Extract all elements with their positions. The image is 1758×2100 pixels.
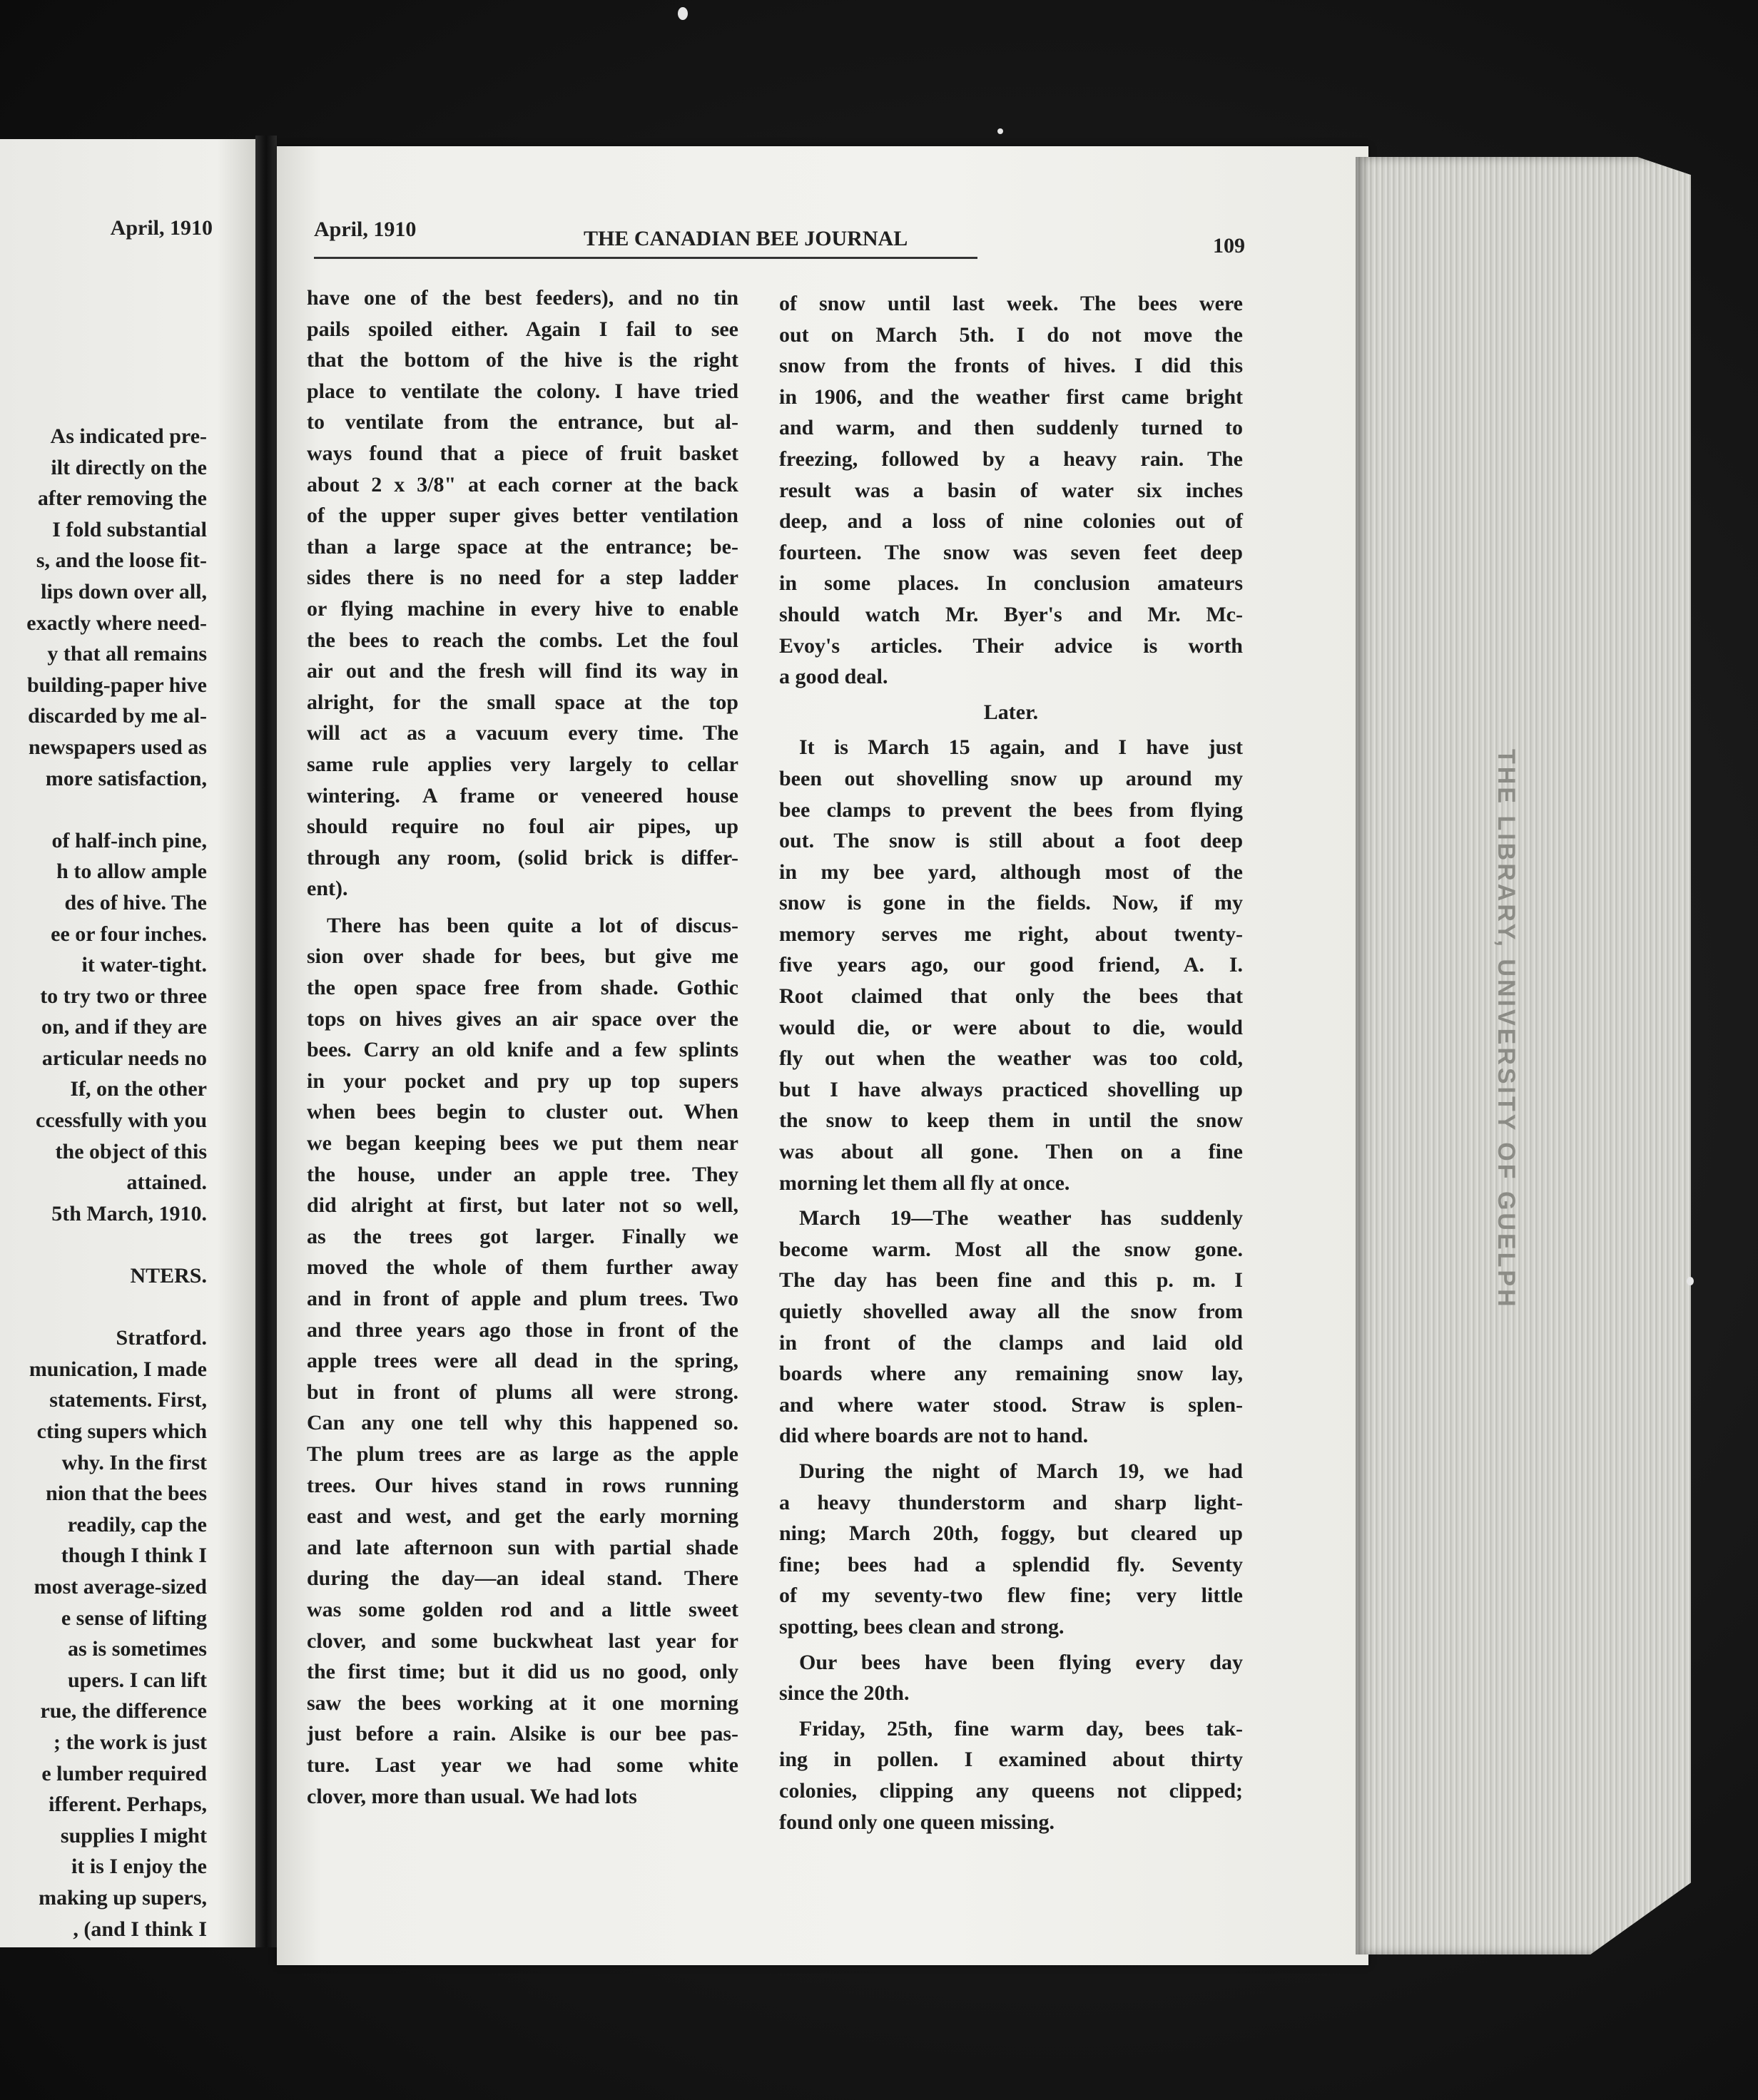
article-line: pails spoiled either. Again I fail to see (307, 317, 738, 341)
article-line: spotting, bees clean and strong. (779, 1614, 1065, 1638)
left-page-line: statements. First, (49, 1388, 207, 1412)
left-page-line: As indicated pre- (50, 424, 207, 448)
left-page-line: newspapers used as (28, 735, 207, 759)
left-page-line: exactly where need- (26, 611, 207, 635)
article-line: trees. Our hives stand in rows running (307, 1473, 738, 1497)
left-page-line: munication, I made (29, 1357, 207, 1381)
left-page-line: y that all remains (47, 642, 207, 666)
article-line: of my seventy-two flew fine; very little (779, 1584, 1243, 1608)
left-page-line: ; the work is just (54, 1730, 207, 1754)
article-line: the bees to reach the combs. Let the foul (307, 628, 738, 652)
article-line: result was a basin of water six inches (779, 478, 1243, 502)
article-line: bee clamps to prevent the bees from flying (779, 797, 1243, 822)
article-line: March 19—The weather has suddenly (799, 1206, 1243, 1230)
article-line: but in front of plums all were strong. (307, 1380, 738, 1404)
left-page-line: to try two or three (40, 984, 207, 1008)
article-line: during the day—an ideal stand. There (307, 1566, 738, 1591)
left-page-line: h to allow ample (56, 860, 207, 884)
left-page-line: NTERS. (130, 1264, 207, 1288)
article-line: quietly shovelled away all the snow from (779, 1300, 1243, 1323)
left-page (0, 139, 255, 1947)
article-line: the first time; but it did us no good, only (307, 1660, 738, 1684)
article-line: ture. Last year we had some white (307, 1753, 738, 1777)
article-line: just before a rain. Alsike is our bee pas- (307, 1722, 738, 1746)
article-line: fourteen. The snow was seven feet deep (779, 540, 1243, 564)
article-line: boards where any remaining snow lay, (779, 1362, 1243, 1386)
article-line: found only one queen missing. (779, 1810, 1055, 1834)
article-line: ning; March 20th, foggy, but cleared up (779, 1522, 1243, 1546)
article-line: will act as a vacuum every time. The (307, 721, 738, 745)
article-line: a good deal. (779, 665, 888, 689)
article-line: to ventilate from the entrance, but al- (307, 410, 738, 434)
left-page-line: e lumber required (41, 1761, 207, 1785)
article-line: colonies, clipping any queens not clipped; (779, 1778, 1243, 1803)
article-line: would die, or were about to die, would (779, 1015, 1243, 1039)
article-line: and late afternoon sun with partial shade (307, 1535, 738, 1559)
article-line: ing in pollen. I examined about thirty (779, 1748, 1243, 1772)
left-page-line: nion that the bees (46, 1482, 207, 1506)
article-line: five years ago, our good friend, A. I. (779, 953, 1243, 977)
article-line: in my bee yard, although most of the (779, 860, 1243, 884)
left-page-line: readily, cap the (67, 1512, 207, 1536)
left-page-line: most average-sized (34, 1574, 207, 1599)
article-line: through any room, (solid brick is differ- (307, 845, 738, 870)
left-page-line: ilt directly on the (51, 455, 207, 479)
article-line: as the trees got larger. Finally we (307, 1224, 738, 1248)
left-page-line: though I think I (61, 1544, 207, 1568)
article-line: was some golden rod and a little sweet (307, 1597, 738, 1621)
article-line: clover, and some buckwheat last year for (307, 1628, 738, 1653)
article-line: The day has been fine and this p. m. I (779, 1268, 1243, 1293)
article-line: become warm. Most all the snow gone. (779, 1237, 1243, 1261)
article-line: There has been quite a lot of discus- (327, 913, 738, 937)
article-line: clover, more than usual. We had lots (307, 1784, 637, 1808)
article-line: in some places. In conclusion amateurs (779, 571, 1243, 596)
left-page-line: after removing the (37, 486, 207, 511)
article-line: the house, under an apple tree. They (307, 1162, 738, 1186)
article-line: when bees begin to cluster out. When (307, 1100, 738, 1124)
article-line: than a large space at the entrance; be- (307, 534, 738, 559)
article-line: since the 20th. (779, 1681, 910, 1706)
left-page-line: 5th March, 1910. (51, 1201, 207, 1225)
article-line: freezing, followed by a heavy rain. The (779, 447, 1243, 471)
left-page-line: supplies I might (60, 1823, 207, 1847)
left-page-line: ee or four inches. (51, 922, 207, 946)
running-head-date: April, 1910 (314, 218, 417, 241)
left-page-line: the object of this (55, 1139, 207, 1163)
article-line: did alright at first, but later not so well, (307, 1193, 738, 1218)
article-line: deep, and a loss of nine colonies out of (779, 509, 1243, 534)
article-line: have one of the best feeders), and no tin (307, 286, 738, 310)
page-edges (1356, 157, 1691, 1954)
left-page-line: why. In the first (61, 1450, 207, 1474)
article-line: fly out when the weather was too cold, (779, 1046, 1243, 1071)
page-number: 109 (1213, 234, 1245, 258)
left-page-line: , (and I think I (73, 1917, 207, 1941)
section-heading-later: Later. (983, 700, 1039, 724)
article-line: ways found that a piece of fruit basket (307, 441, 738, 465)
left-page-line (0, 1229, 207, 1260)
article-line: bees. Carry an old knife and a few splints (307, 1038, 738, 1062)
left-page-line: as is sometimes (68, 1637, 207, 1661)
article-line: of snow until last week. The bees were (779, 292, 1243, 315)
article-line: in front of the clamps and laid old (779, 1330, 1243, 1355)
article-line: out. The snow is still about a foot deep (779, 829, 1243, 853)
article-line: wintering. A frame or veneered house (307, 783, 738, 807)
article-line: and in front of apple and plum trees. Two (307, 1287, 738, 1310)
left-page-line (0, 1292, 207, 1323)
left-page-line: it is I enjoy the (71, 1855, 207, 1879)
left-page-line: ccessfully with you (36, 1108, 207, 1133)
left-page-text (0, 421, 207, 1944)
left-page-line: cting supers which (36, 1419, 207, 1443)
article-line: of the upper super gives better ventilation (307, 504, 738, 528)
left-page-line: of half-inch pine, (51, 828, 207, 852)
left-page-line: I fold substantial (52, 517, 207, 541)
article-line: It is March 15 again, and I have just (799, 735, 1243, 760)
article-line: out on March 5th. I do not move the (779, 322, 1243, 347)
article-line: did where boards are not to hand. (779, 1424, 1089, 1448)
header-rule (314, 257, 977, 259)
article-line: sion over shade for bees, but give me (307, 944, 738, 969)
left-page-line: s, and the loose fit- (36, 549, 207, 573)
article-line: should require no foul air pipes, up (307, 815, 738, 839)
article-line: saw the bees working at it one morning (307, 1691, 738, 1715)
left-page-line: it water-tight. (81, 953, 207, 977)
article-line: morning let them all fly at once. (779, 1171, 1070, 1195)
scan-speck (997, 128, 1003, 134)
article-line: air out and the fresh will find its way in (307, 659, 738, 683)
article-line: should watch Mr. Byer's and Mr. Mc- (779, 602, 1243, 626)
left-page-line: rue, the difference (40, 1699, 207, 1723)
left-page-line: attained. (126, 1171, 207, 1195)
article-line: and where water stood. Straw is splen- (779, 1392, 1243, 1417)
left-page-line: more satisfaction, (45, 766, 207, 790)
article-line: the snow to keep them in until the snow (779, 1108, 1243, 1133)
article-line: the open space free from shade. Gothic (307, 976, 738, 1000)
article-line: sides there is no need for a step ladder (307, 566, 738, 590)
left-page-line: If, on the other (70, 1077, 207, 1101)
article-line: Can any one tell why this happened so. (307, 1411, 738, 1435)
article-line: fine; bees had a splendid fly. Seventy (779, 1552, 1243, 1576)
article-column-1 (307, 282, 738, 1812)
library-edge-stamp: THE LIBRARY, UNIVERSITY OF GUELPH (1493, 749, 1520, 1310)
article-line: Our bees have been flying every day (799, 1650, 1243, 1674)
left-page-line (0, 794, 207, 825)
journal-title: THE CANADIAN BEE JOURNAL (584, 227, 908, 250)
article-line: snow is gone in the fields. Now, if my (779, 891, 1243, 915)
article-line: but I have always practiced shovelling up (779, 1077, 1243, 1101)
article-line: that the bottom of the hive is the right (307, 348, 738, 372)
left-page-line: on, and if they are (41, 1015, 207, 1039)
article-line: Friday, 25th, fine warm day, bees tak- (799, 1716, 1243, 1740)
article-line: tops on hives gives an air space over the (307, 1006, 738, 1031)
article-line: about 2 x 3/8" at each corner at the back (307, 472, 738, 496)
article-line: and warm, and then suddenly turned to (779, 416, 1243, 440)
left-page-line: ifferent. Perhaps, (49, 1793, 207, 1817)
left-page-line: building-paper hive (26, 673, 207, 697)
article-column-2 (779, 288, 1243, 1838)
left-page-line: articular needs no (41, 1046, 207, 1070)
article-line: The plum trees are as large as the apple (307, 1442, 738, 1466)
article-line: in 1906, and the weather first came bright (779, 384, 1243, 409)
article-line: we began keeping bees we put them near (307, 1131, 738, 1156)
left-page-line: discarded by me al- (28, 704, 207, 728)
book-gutter (255, 136, 277, 1947)
article-line: apple trees were all dead in the spring, (307, 1349, 738, 1373)
article-line: snow from the fronts of hives. I did this (779, 354, 1243, 378)
article-line: east and west, and get the early morning (307, 1504, 738, 1529)
left-page-line: making up supers, (39, 1885, 207, 1910)
left-page-line: Stratford. (116, 1326, 207, 1350)
scan-speck (1687, 1277, 1694, 1285)
article-line: and three years ago those in front of the (307, 1317, 738, 1342)
article-line: ent). (307, 877, 348, 901)
left-page-line: lips down over all, (41, 579, 207, 603)
article-line: or flying machine in every hive to enable (307, 596, 738, 621)
article-line: moved the whole of them further away (307, 1255, 738, 1280)
left-page-line: e sense of lifting (61, 1606, 207, 1630)
article-line: memory serves me right, about twenty- (779, 922, 1243, 946)
article-line: been out shovelling snow up around my (779, 766, 1243, 790)
left-running-head: April, 1910 (110, 216, 213, 240)
article-line: alright, for the small space at the top (307, 690, 738, 714)
article-line: in your pocket and pry up top supers (307, 1069, 738, 1093)
article-line: same rule applies very largely to cellar (307, 752, 738, 776)
article-line: Evoy's articles. Their advice is worth (779, 633, 1243, 658)
article-line: Root claimed that only the bees that (779, 984, 1243, 1009)
article-line: During the night of March 19, we had (799, 1459, 1243, 1483)
left-page-line: des of hive. The (64, 890, 207, 914)
scan-speck (678, 7, 688, 20)
article-line: a heavy thunderstorm and sharp light- (779, 1490, 1243, 1514)
article-line: was about all gone. Then on a fine (779, 1140, 1243, 1164)
left-page-line: upers. I can lift (68, 1668, 207, 1692)
article-line: place to ventilate the colony. I have tried (307, 379, 738, 403)
